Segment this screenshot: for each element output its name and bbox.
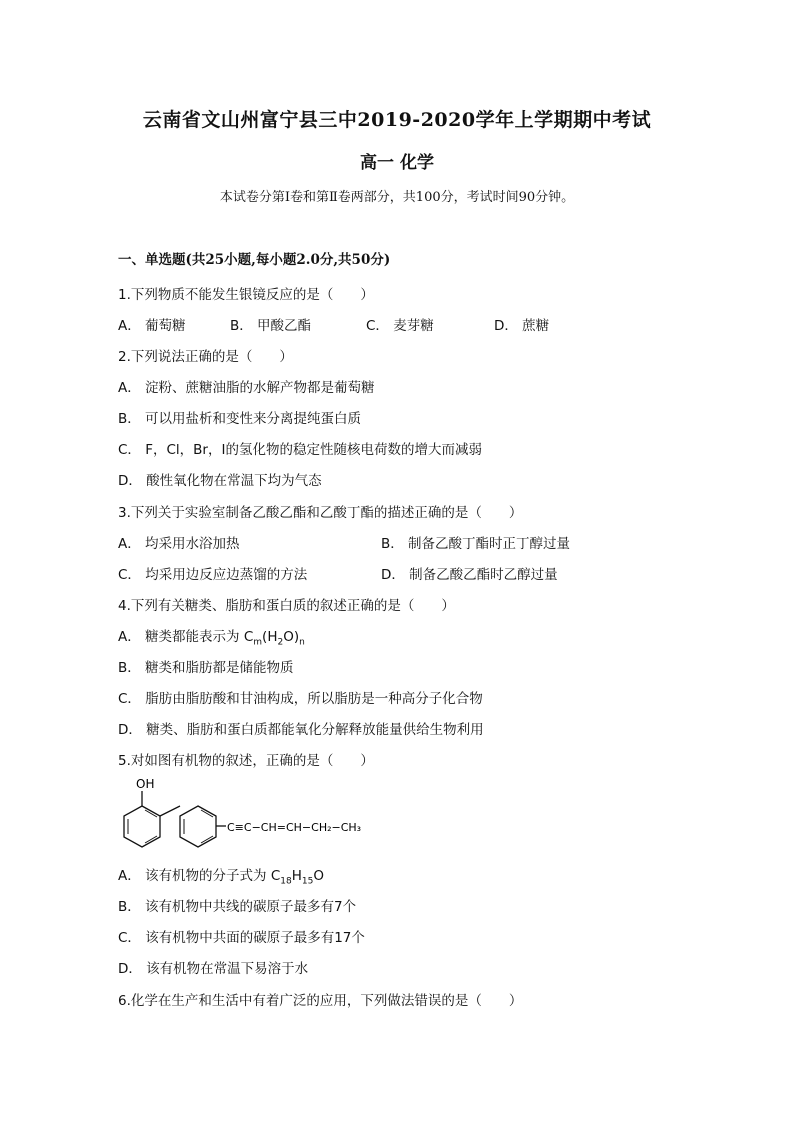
- q4-option-a: [118, 625, 305, 648]
- q4-formula: [243, 629, 305, 648]
- exam-subtitle: 高一 化学: [360, 153, 434, 173]
- formula-part: O): [283, 629, 300, 645]
- formula-part: C: [243, 629, 254, 645]
- q3-option-c: C． 均采用边反应边蒸馏的方法: [118, 567, 308, 583]
- q4-option-c: C． 脂肪由脂肪酸和甘油构成，所以脂肪是一种高分子化合物: [118, 691, 483, 707]
- q2-option-b: B． 可以用盐析和变性来分离提纯蛋白质: [118, 411, 362, 427]
- q5-option-c: C． 该有机物中共面的碳原子最多有17个: [118, 930, 365, 946]
- formula-part: (H: [262, 629, 278, 645]
- formula-sub: 18: [280, 876, 292, 887]
- section-title: 一、单选题(共25小题,每小题2.0分,共50分): [118, 252, 391, 268]
- q3-option-b: B． 制备乙酸丁酯时正丁醇过量: [381, 536, 571, 552]
- q2-option-a: A． 淀粉、蔗糖油脂的水解产物都是葡萄糖: [118, 380, 375, 396]
- q5-option-a-text: A． 该有机物的分子式为: [118, 868, 267, 884]
- formula-part: C: [270, 868, 281, 884]
- q1-option-d: D． 蔗糖: [494, 318, 550, 334]
- q1-option-b: B． 甲酸乙酯: [230, 318, 312, 334]
- q3-option-a: A． 均采用水浴加热: [118, 536, 240, 552]
- q3-option-d: D． 制备乙酸乙酯时乙醇过量: [381, 567, 558, 583]
- q4-option-b: B． 糖类和脂肪都是储能物质: [118, 660, 294, 676]
- q5-formula: [270, 868, 324, 887]
- q5-option-b: B． 该有机物中共线的碳原子最多有7个: [118, 899, 357, 915]
- q5-stem: 5.对如图有机物的叙述，正确的是（ ）: [118, 753, 374, 769]
- q2-option-c: C． F，Cl，Br，I的氢化物的稳定性随核电荷数的增大而减弱: [118, 442, 482, 458]
- q1-options: [118, 314, 549, 334]
- q3-stem: 3.下列关于实验室制备乙酸乙酯和乙酸丁酯的描述正确的是（ ）: [118, 505, 523, 521]
- q1-stem: 1.下列物质不能发生银镜反应的是（ ）: [118, 287, 374, 303]
- exam-note: 本试卷分第Ⅰ卷和第Ⅱ卷两部分，共100分，考试时间90分钟。: [219, 190, 575, 205]
- q2-stem: 2.下列说法正确的是（ ）: [118, 349, 293, 365]
- side-chain-label: C≡C−CH=CH−CH₂−CH₃: [227, 821, 362, 834]
- q1-option-a: A． 葡萄糖: [118, 318, 186, 334]
- exam-title: 云南省文山州富宁县三中2019-2020学年上学期期中考试: [142, 109, 652, 131]
- q1-option-c: C． 麦芽糖: [366, 318, 434, 334]
- q5-option-d: D． 该有机物在常温下易溶于水: [118, 961, 309, 977]
- formula-sub: n: [299, 637, 305, 648]
- q4-stem: 4.下列有关糖类、脂肪和蛋白质的叙述正确的是（ ）: [118, 598, 455, 614]
- formula-sub: 2: [277, 637, 284, 648]
- q5-option-a: [118, 864, 324, 887]
- phenol-ring: [124, 806, 160, 847]
- hydroxyl-label: OH: [136, 777, 155, 791]
- q2-option-d: D． 酸性氧化物在常温下均为气态: [118, 473, 322, 489]
- formula-part: O: [313, 868, 324, 884]
- q6-stem: 6.化学在生产和生活中有着广泛的应用，下列做法错误的是（ ）: [118, 993, 523, 1009]
- biaryl-bond: [160, 806, 180, 816]
- formula-sub: m: [253, 637, 263, 648]
- phenyl-ring: [180, 806, 216, 847]
- q4-option-a-text: A． 糖类都能表示为: [118, 629, 240, 645]
- formula-part: H: [291, 868, 302, 884]
- structural-formula-figure: [112, 776, 402, 856]
- q4-option-d: D． 糖类、脂肪和蛋白质都能氧化分解释放能量供给生物利用: [118, 722, 484, 738]
- formula-sub: 15: [301, 876, 314, 887]
